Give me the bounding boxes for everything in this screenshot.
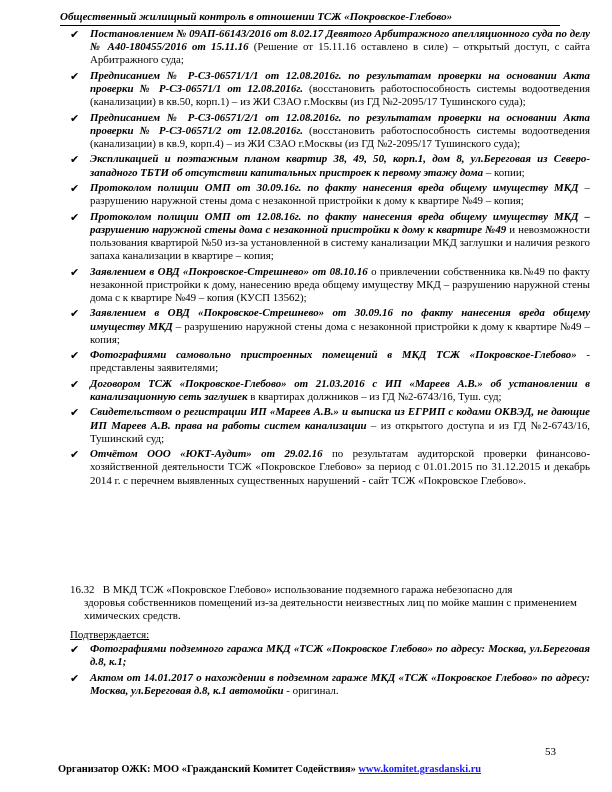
item-text: – разрушению наружной стены дома с незаконной пристройки к дому к квартире №49 – копия;	[90, 181, 590, 208]
item-text: – копии;	[483, 166, 525, 179]
item-text: в квартирах должников – из ГД №2-6743/16, Туш. суд;	[247, 390, 502, 403]
checkmark-icon: ✔	[70, 307, 80, 321]
list-item	[70, 349, 590, 375]
footer-link[interactable]: www.komitet.grasdanski.ru	[358, 764, 482, 775]
list-item	[70, 112, 590, 152]
section-number: 16.32	[70, 584, 95, 596]
list-item	[70, 70, 590, 110]
list-item	[70, 643, 590, 669]
list-item	[70, 153, 590, 179]
item-bold-text: Постановлением № 09АП-66143/2016 от 8.02.17 Девятого Арбитражного апелляционного суда по делу № А40-180455/2016 от 15.11.16	[90, 28, 590, 54]
checkmark-icon: ✔	[70, 643, 80, 656]
checkmark-icon: ✔	[70, 671, 80, 685]
item-text: - представлены заявителями;	[90, 349, 590, 375]
list-item	[70, 266, 590, 306]
item-text: (восстановить работоспособность системы водоотведения (канализации) в кв.50, корп.1) – из ЖИ СЗАО г.Москвы (из ГД №2-2095/17 Тушинского суда);	[90, 83, 590, 109]
item-bold-text: Фотографиями подземного гаража МКД «ТСЖ «Покровское Глебово» по адресу: Москва, ул.Береговая д.8, к.1;	[90, 643, 590, 669]
list-item	[70, 406, 590, 446]
checkmark-icon: ✔	[70, 210, 80, 224]
item-text: о привлечении собственника кв.№49 по факту незаконной пристройки к дому, нанесению вреда общему имуществу МКД – разрушению наружной стены дома с к квартире №49 – копия (КУСП 13562);	[90, 265, 590, 304]
item-text: (восстановить работоспособность системы водоотведения (канализации) в кв.9, корп.4) – из ЖИ СЗАО г.Москвы (из ГД №2-2095/17 Тушинского суда);	[90, 124, 590, 150]
item-bold-text: Протоколом полиции ОМП от 12.08.16г. по факту нанесения вреда общему имуществу МКД – разрушению наружной стены дома с незаконной пристройки к дому к квартире №49	[90, 210, 590, 236]
list-item	[70, 378, 590, 404]
checkmark-icon: ✔	[70, 28, 80, 41]
item-bold-text: Заявлением в ОВД «Покровское-Стрешнево» от 08.10.16	[90, 265, 368, 278]
checkmark-icon: ✔	[70, 153, 80, 167]
item-text: (Решение от 15.11.16 оставлено в силе) – открытый доступ, с сайта Арбитражного суда;	[90, 41, 590, 67]
item-text: – разрушению наружной стены дома с незаконной пристройки к дому к квартире №49 – копия;	[90, 320, 590, 346]
confirm-list	[70, 643, 590, 700]
item-text: - оригинал.	[283, 684, 339, 697]
list-item	[70, 182, 590, 208]
checkmark-icon: ✔	[70, 377, 80, 391]
section-paragraph	[70, 584, 590, 624]
item-text: и невозможности пользования квартирой №50 из-за установленной в систему канализации МКД заглушки и наличия резкого запаха канализации в квартире – копия;	[90, 223, 590, 263]
checkmark-icon: ✔	[70, 349, 80, 363]
item-bold-text: Договором ТСЖ «Покровское-Глебово» от 21.03.2016 с ИП «Мареев А.В.» об установлении в канализационную сеть заглушек	[90, 377, 590, 403]
list-item	[70, 672, 590, 698]
item-text: – из открытого доступа и из ГД №2-6743/16, Тушинский суд;	[90, 419, 590, 445]
page-number: 53	[545, 746, 556, 758]
page-header: Общественный жилищный контроль в отношении ТСЖ «Покровское-Глебово»	[60, 10, 560, 26]
item-text: по результатам аудиторской проверки финансово-хозяйственной деятельности ТСЖ «Покровское Глебово» за период с 01.01.2015 по 31.12.2015 и декабрь 2014 г. с перечнем выявленных существенных нарушений - сайт ТСЖ «Покровское Глебово».	[90, 448, 590, 487]
list-item	[70, 211, 590, 264]
paragraph-continuation: здоровья собственников помещений из-за деятельности неизвестных лиц по мойке машин с применением химических средств.	[84, 597, 577, 623]
checkmark-icon: ✔	[70, 69, 80, 83]
item-bold-text: Протоколом полиции ОМП от 30.09.16г. по факту нанесения вреда общему имуществу МКД	[90, 181, 579, 194]
item-bold-text: Экспликацией и поэтажным планом квартир 38, 49, 50, корп.1, дом 8, ул.Береговая из Северо-западного ТБТИ об отсутствии капитальных пристроек к первому этажу дома	[90, 153, 590, 179]
evidence-list	[70, 28, 590, 490]
confirm-label: Подтверждается:	[70, 629, 150, 641]
list-item	[70, 28, 590, 68]
item-bold-text: Актом от 14.01.2017 о нахождении в подземном гараже МКД «ТСЖ «Покровское Глебово» по адресу: Москва, ул.Береговая д.8, к.1 автомойки	[90, 671, 590, 697]
list-item	[70, 307, 590, 347]
checkmark-icon: ✔	[70, 448, 80, 462]
item-bold-text: Фотографиями самовольно пристроенных помещений в МКД ТСЖ «Покровское-Глебово»	[90, 349, 577, 362]
footer-text: Организатор ОЖК: МОО «Гражданский Комитет Содействия»	[58, 764, 359, 775]
checkmark-icon: ✔	[70, 181, 80, 195]
page-footer	[58, 764, 481, 775]
item-bold-text: Предписанием № Р-СЗ-06571/1/1 от 12.08.2016г. по результатам проверки на основании Акта проверки № Р-СЗ-06571/1 от 12.08.2016г.	[90, 69, 590, 95]
item-bold-text: Свидетельством о регистрации ИП «Мареев А.В.» и выписка из ЕГРИП с кодами ОКВЭД, не дающие ИП Мареев А.В. права на работы систем канализации	[90, 406, 590, 432]
list-item	[70, 448, 590, 488]
checkmark-icon: ✔	[70, 265, 80, 279]
item-bold-text: Отчётом ООО «ЮКТ-Аудит» от 29.02.16	[90, 448, 323, 461]
paragraph-first-line: В МКД ТСЖ «Покровское Глебово» использование подземного гаража небезопасно для	[100, 584, 513, 596]
item-bold-text: Предписанием № Р-СЗ-06571/2/1 от 12.08.2016г. по результатам проверки на основании Акта проверки № Р-СЗ-06571/2 от 12.08.2016г.	[90, 111, 590, 137]
checkmark-icon: ✔	[70, 406, 80, 420]
item-bold-text: Заявлением в ОВД «Покровское-Стрешнево» от 30.09.16 по факту нанесения вреда общему имуществу МКД	[90, 307, 590, 333]
checkmark-icon: ✔	[70, 111, 80, 125]
